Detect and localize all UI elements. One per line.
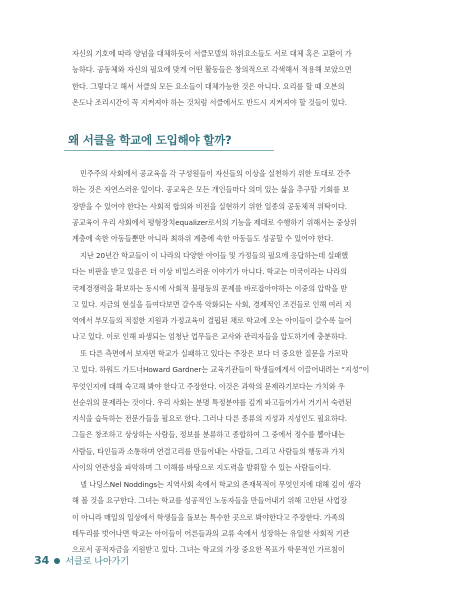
paragraph-3 <box>72 346 398 476</box>
paragraph-1 <box>72 166 398 247</box>
intro-paragraph <box>72 46 398 111</box>
section-heading-text: 왜 서클을 학교에 도입해야 할까? <box>68 133 232 147</box>
text-line: 고 있다. 하워드 가드너Howard Gardner는 교육기관들이 학생들에게서 이끌어내려는 “지성”이 <box>72 365 370 375</box>
text-line: 테두리를 벗어나면 학교는 아이들이 어른들과의 교류 속에서 성장하는 유일한 사회적 기관 <box>72 528 350 538</box>
text-line: 능하다. 공동체와 자신의 필요에 맞게 어떤 활동들은 창의적으로 각색해서 적용해 보았으면 <box>72 65 352 75</box>
page-footer <box>34 554 129 567</box>
text-line: 무엇인지에 대해 숙고해 봐야 한다고 주장한다. 이것은 과학의 문제라기보다는 가치와 우 <box>72 381 345 391</box>
paragraph-2 <box>72 248 398 346</box>
text-line: 장받을 수 있어야 한다는 사회적 합의와 비전을 실현하기 위한 일종의 공동체적 위탁이다. <box>72 201 347 211</box>
text-line: 국제경쟁력을 확보하는 동시에 사회적 불평등의 문제를 바로잡아야하는 이중의 압박을 받 <box>72 283 348 293</box>
text-line: 자신의 기호에 따라 양념을 대체하듯이 서클모델의 하위요소들도 서로 대체 혹은 교환이 가 <box>72 49 352 58</box>
text-line: 사람들, 타인들과 소통하며 연결고리를 만들어내는 사람들, 그리고 사람들의 행동과 가치 <box>72 446 345 456</box>
text-line: 다는 비판을 받고 있음은 더 이상 비밀스러운 이야기가 아니다. 학교는 미국이라는 나라의 <box>72 267 347 277</box>
page-number: 34 <box>34 554 50 567</box>
heading-underline <box>64 150 274 151</box>
text-line: 선순위의 문제라는 것이다. 우리 사회는 분명 특정분야를 깊게 파고들어가서 거기서 숙련된 <box>72 397 352 407</box>
bullet-dot-icon <box>54 558 60 564</box>
text-line: 온도나 조리시간이 꼭 지켜져야 하는 것처럼 서클에서도 반드시 지켜져야 할 것들이 있다. <box>72 97 347 107</box>
text-line: 넬 나딩스Nel Noddings는 지역사회 속에서 학교의 존재목적이 무엇인지에 대해 깊이 생각 <box>80 480 362 489</box>
text-line: 또 다른 측면에서 보자면 학교가 실패하고 있다는 주장은 보다 더 중요한 질문을 가로막 <box>80 349 349 358</box>
text-line: 이 아니라 매일의 일상에서 학생들을 돌보는 특수한 곳으로 봐야한다고 주장한다. 가족의 <box>72 512 345 522</box>
text-line: 해 볼 것을 요구한다. 그녀는 학교를 성공적인 노동자들을 만들어내기 위해 고안된 사업장 <box>72 496 347 506</box>
section-heading <box>68 132 232 148</box>
text-line: 그들은 창조하고 상상하는 사람들, 정보를 분류하고 종합하여 그 중에서 정수를 뽑아내는 <box>72 430 345 440</box>
text-line: 하는 것은 자연스러운 일이다. 공교육은 모든 개인들마다 의미 있는 삶을 추구할 기회를 보 <box>72 185 350 195</box>
text-line: 공교육이 우리 사회에서 평형장치equalizer로서의 기능을 제대로 수행하기 위해서는 중상위 <box>72 217 357 227</box>
paragraph-4 <box>72 477 398 558</box>
text-line: 한다. 그렇다고 해서 서클의 모든 요소들이 대체가능한 것은 아니다. 요리를 할 때 오븐의 <box>72 81 345 91</box>
text-line: 지난 20년간 학교들이 이 나라의 다양한 아이들 및 가정들의 필요에 응답하는데 실패했 <box>80 251 348 260</box>
text-line: 나고 있다. 이로 인해 파생되는 엄청난 업무들은 교사와 관리자들을 압도하기에 충분하다. <box>72 332 347 342</box>
text-line: 지식을 습득하는 전문가들을 필요로 한다. 그러나 다른 종류의 지성과 지성인도 필요하다. <box>72 414 347 424</box>
text-line: 계층에 속한 아동들뿐만 아니라 최하위 계층에 속한 아동들도 성공할 수 있어야 한다. <box>72 234 334 244</box>
running-title: 서클로 나아가기 <box>65 557 130 567</box>
text-line: 사이의 연관성을 파악하며 그 이해를 바탕으로 지도력을 발휘할 수 있는 사람들이다. <box>72 463 331 473</box>
text-line: 역에서 부모들의 적절한 지원과 가정교육이 결핍된 채로 학교에 오는 아이들이 갈수록 늘어 <box>72 316 352 326</box>
text-line: 고 있다. 지금의 현실을 들여다보면 갈수록 악화되는 사회, 경제적인 조건들로 인해 여러 지 <box>72 299 352 309</box>
text-line: 민주주의 사회에서 공교육을 각 구성원들이 자신들의 이상을 실천하기 위한 토대로 간주 <box>80 169 351 178</box>
text-line: 으로서 공적자금을 지원받고 있다. 그녀는 학교의 가장 중요한 목표가 학문적인 가르침이 <box>72 545 345 555</box>
